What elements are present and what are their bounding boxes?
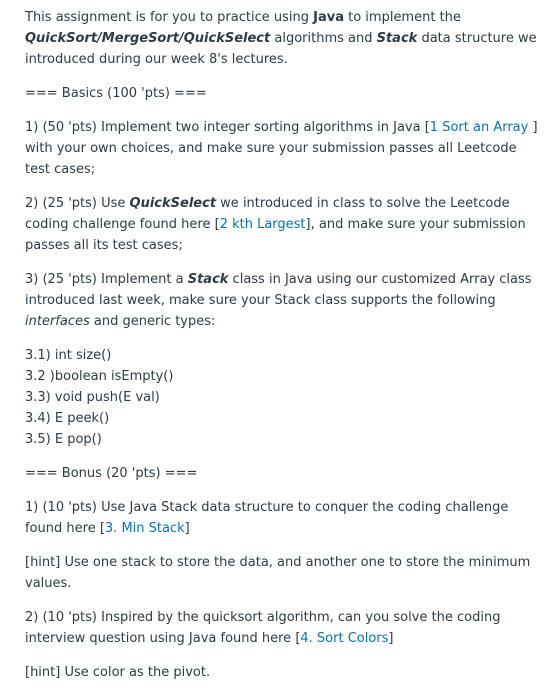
bonus-task-1-text: ] — [184, 521, 190, 536]
task-3-text: 3) (25 'pts) Implement a — [25, 272, 188, 287]
task-2 — [25, 193, 544, 256]
intro-text: to implement the — [343, 10, 461, 25]
intro-text: algorithms and — [270, 31, 377, 46]
intro-text: This assignment is for you to practice using — [25, 10, 314, 25]
hint-1: [hint] Use one stack to store the data, and another one to store the minimum values. — [25, 555, 531, 591]
task-2-text: ], and make sure your submission passes all its test cases; — [25, 217, 526, 253]
task-3-text: and generic types: — [89, 314, 216, 329]
kth-largest-link[interactable]: 2 kth Largest — [219, 217, 306, 232]
sort-an-array-link[interactable]: 1 Sort an Array — [429, 120, 533, 135]
intro-paragraph — [25, 7, 544, 70]
task-3-text: class in Java using our customized Array class introduced last week, make sure your Stack class supports the following — [25, 272, 532, 308]
stack-emphasis: Stack — [187, 272, 229, 287]
bonus-task-1 — [25, 497, 544, 539]
method-item: 3.4) E peek() — [25, 411, 110, 426]
task-1 — [25, 117, 544, 180]
sort-colors-link[interactable]: 4. Sort Colors — [300, 631, 389, 646]
method-item: 3.2 )boolean isEmpty() — [25, 369, 174, 384]
java-bold: Java — [313, 10, 344, 25]
bonus-header: === Bonus (20 'pts) === — [25, 466, 198, 481]
min-stack-link[interactable]: 3. Min Stack — [104, 521, 185, 536]
task-1-text: 1) (50 'pts) Implement two integer sorting algorithms in Java [ — [25, 120, 430, 135]
method-item: 3.1) int size() — [25, 348, 112, 363]
basics-header: === Basics (100 'pts) === — [25, 86, 207, 101]
quickselect-emphasis: QuickSelect — [129, 196, 217, 211]
method-item: 3.3) void push(E val) — [25, 390, 160, 405]
intro-text: data structure we introduced during our week 8's lectures. — [25, 31, 537, 67]
method-item: 3.5) E pop() — [25, 432, 102, 447]
task-2-text: 2) (25 'pts) Use — [25, 196, 130, 211]
stack-emphasis: Stack — [376, 31, 418, 46]
bonus-task-2 — [25, 607, 544, 649]
task-3 — [25, 269, 544, 332]
algorithms-emphasis: QuickSort/MergeSort/QuickSelect — [25, 31, 271, 46]
task-1-text: ] with your own choices, and make sure your submission passes all Leetcode test cases; — [25, 120, 538, 177]
bonus-task-1-text: 1) (10 'pts) Use Java Stack data structure to conquer the coding challenge found here [ — [25, 500, 509, 536]
task-2-text: we introduced in class to solve the Leetcode coding challenge found here [ — [25, 196, 510, 232]
method-list — [25, 345, 544, 450]
hint-2: [hint] Use color as the pivot. — [25, 665, 211, 680]
bonus-task-2-text: 2) (10 'pts) Inspired by the quicksort algorithm, can you solve the coding interview question using Java found here [ — [25, 610, 501, 646]
bonus-task-2-text: ] — [388, 631, 394, 646]
interfaces-emphasis: interfaces — [25, 314, 90, 329]
